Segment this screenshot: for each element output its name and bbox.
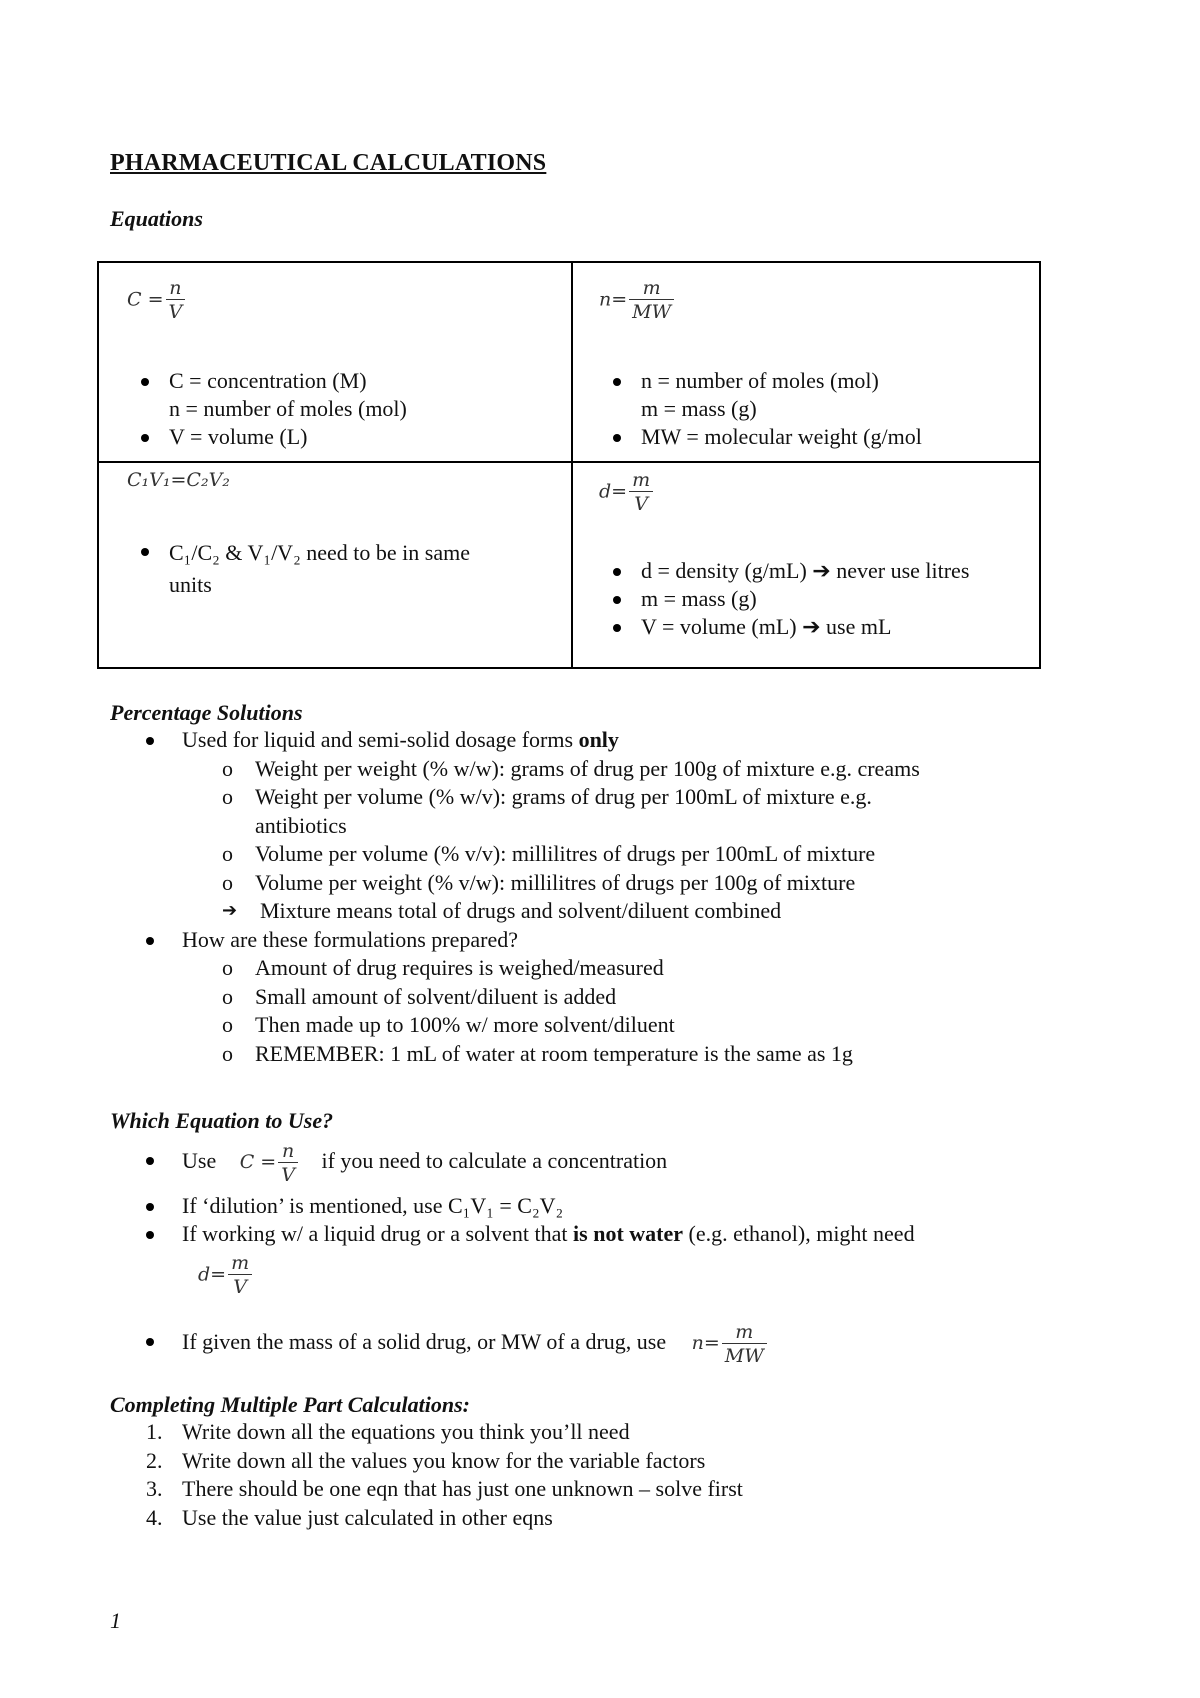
- page-number: 1: [110, 1608, 121, 1633]
- item-text: If working w/ a liquid drug or a solvent that: [182, 1221, 574, 1246]
- which-bullet-density: [110, 1220, 1110, 1248]
- formula-denominator: MW: [629, 299, 674, 324]
- bullet-item: n = number of moles (mol): [591, 367, 1031, 395]
- formula-lhs: n=: [599, 288, 628, 311]
- formula-numerator: n: [281, 1139, 295, 1162]
- formula-numerator: m: [632, 469, 651, 491]
- sub-list-item: o Amount of drug requires is weighed/measured: [110, 954, 1110, 983]
- formula-lhs: n=: [691, 1332, 720, 1354]
- inline-formula-concentration: [239, 1139, 298, 1186]
- formula-denominator: V: [228, 1274, 252, 1299]
- step-number: 1.: [146, 1419, 163, 1444]
- formula-denominator: MW: [722, 1343, 767, 1368]
- continuation-line: m = mass (g): [641, 396, 757, 421]
- formula-lhs: C =: [239, 1151, 277, 1173]
- step-text: Use the value just calculated in other eqns: [182, 1504, 553, 1530]
- which-bullet-moles-row: [110, 1316, 1110, 1368]
- formula-denominator: V: [278, 1162, 298, 1187]
- multipart-steps: [110, 1418, 1110, 1532]
- which-equation-list: [110, 1136, 1110, 1186]
- sub-list-continuation: antibiotics: [255, 812, 347, 838]
- bullet-item: MW = molecular weight (g/mol: [591, 423, 1031, 451]
- sub-list-item: o Weight per volume (% w/v): grams of drug per 100mL of mixture e.g.: [110, 783, 1110, 812]
- sub-list-item: o Volume per weight (% v/w): millilitres of drugs per 100g of mixture: [110, 869, 1110, 898]
- item-bold: is not water: [573, 1221, 684, 1246]
- step-text: Write down all the equations you think you’ll need: [182, 1419, 630, 1444]
- multipart-heading: Completing Multiple Part Calculations:: [110, 1392, 470, 1417]
- bullet-item: V = volume (L): [119, 423, 559, 451]
- continuation-line: units: [169, 572, 212, 597]
- step-number: 4.: [146, 1504, 163, 1530]
- formula-numerator: m: [642, 277, 661, 299]
- which-bullet-concentration: [110, 1136, 1110, 1186]
- formula-numerator: m: [735, 1320, 754, 1343]
- cell-concentration: [99, 263, 569, 459]
- equations-heading: Equations: [110, 206, 203, 231]
- bullet-item: C = concentration (M): [119, 367, 559, 395]
- which-equation-heading: Which Equation to Use?: [110, 1108, 334, 1133]
- step-item: [110, 1418, 1110, 1447]
- step-item: [110, 1504, 1110, 1533]
- which-bullet-moles: [110, 1316, 1110, 1369]
- item-text: if you need to calculate a concentration: [321, 1148, 668, 1173]
- bullet-item: m = mass (g): [591, 585, 1041, 613]
- equations-table: [97, 261, 1041, 669]
- formula-concentration: [127, 277, 185, 324]
- sub-list-item: o REMEMBER: 1 mL of water at room temperature is the same as 1g: [110, 1040, 1110, 1069]
- step-item: [110, 1447, 1110, 1476]
- item-text: Used for liquid and semi-solid dosage forms: [182, 727, 579, 752]
- item-text: (e.g. ethanol), might need: [683, 1221, 915, 1246]
- sub-list-item: o Small amount of solvent/diluent is added: [110, 983, 1110, 1012]
- formula-lhs: d=: [198, 1263, 227, 1286]
- sub-list-item: o Then made up to 100% w/ more solvent/diluent: [110, 1011, 1110, 1040]
- sub-list-item: o Volume per volume (% v/v): millilitres of drugs per 100mL of mixture: [110, 840, 1110, 869]
- list-item: How are these formulations prepared?: [110, 926, 1110, 955]
- inline-formula-moles: [691, 1320, 767, 1367]
- bullet-item: V = volume (mL) ➔ use mL: [591, 613, 1041, 641]
- sub-list-item: o Weight per weight (% w/w): grams of drug per 100g of mixture e.g. creams: [110, 755, 1110, 784]
- inline-formula-density: [110, 1252, 1110, 1299]
- formula-lhs: C =: [127, 288, 164, 311]
- continuation-line: n = number of moles (mol): [169, 396, 407, 421]
- step-text: Write down all the values you know for the variable factors: [182, 1447, 706, 1473]
- step-text: There should be one eqn that has just one unknown – solve first: [182, 1476, 743, 1501]
- arrow-note: ➔ Mixture means total of drugs and solvent/diluent combined: [110, 897, 1110, 926]
- formula-density: [599, 469, 653, 516]
- list-item: [110, 726, 1110, 755]
- percentage-list: [110, 726, 1110, 1068]
- cell-dilution: [99, 463, 569, 667]
- item-text: Use: [182, 1148, 217, 1173]
- formula-numerator: n: [169, 277, 182, 299]
- bullet-item: C₁/C₂ & V₁/V₂ need to be in same: [119, 537, 559, 569]
- formula-denominator: V: [629, 491, 653, 516]
- step-item: [110, 1475, 1110, 1504]
- step-number: 3.: [146, 1476, 163, 1501]
- cell-density: [573, 463, 1041, 667]
- formula-denominator: V: [166, 299, 186, 324]
- formula-numerator: m: [231, 1252, 250, 1274]
- percentage-heading: Percentage Solutions: [110, 700, 303, 725]
- formula-lhs: d=: [599, 480, 628, 503]
- bullet-item: d = density (g/mL) ➔ never use litres: [591, 557, 1041, 585]
- which-bullet-dilution: If ‘dilution’ is mentioned, use C₁V₁ = C₂V₂: [110, 1192, 1110, 1220]
- formula-dilution: C₁V₁=C₂V₂: [127, 469, 230, 491]
- step-number: 2.: [146, 1447, 163, 1473]
- formula-moles: [599, 277, 674, 324]
- cell-moles: [573, 263, 1041, 459]
- item-bold: only: [578, 727, 619, 752]
- page-title: PHARMACEUTICAL CALCULATIONS: [110, 150, 547, 176]
- item-text: If given the mass of a solid drug, or MW of a drug, use: [182, 1329, 667, 1354]
